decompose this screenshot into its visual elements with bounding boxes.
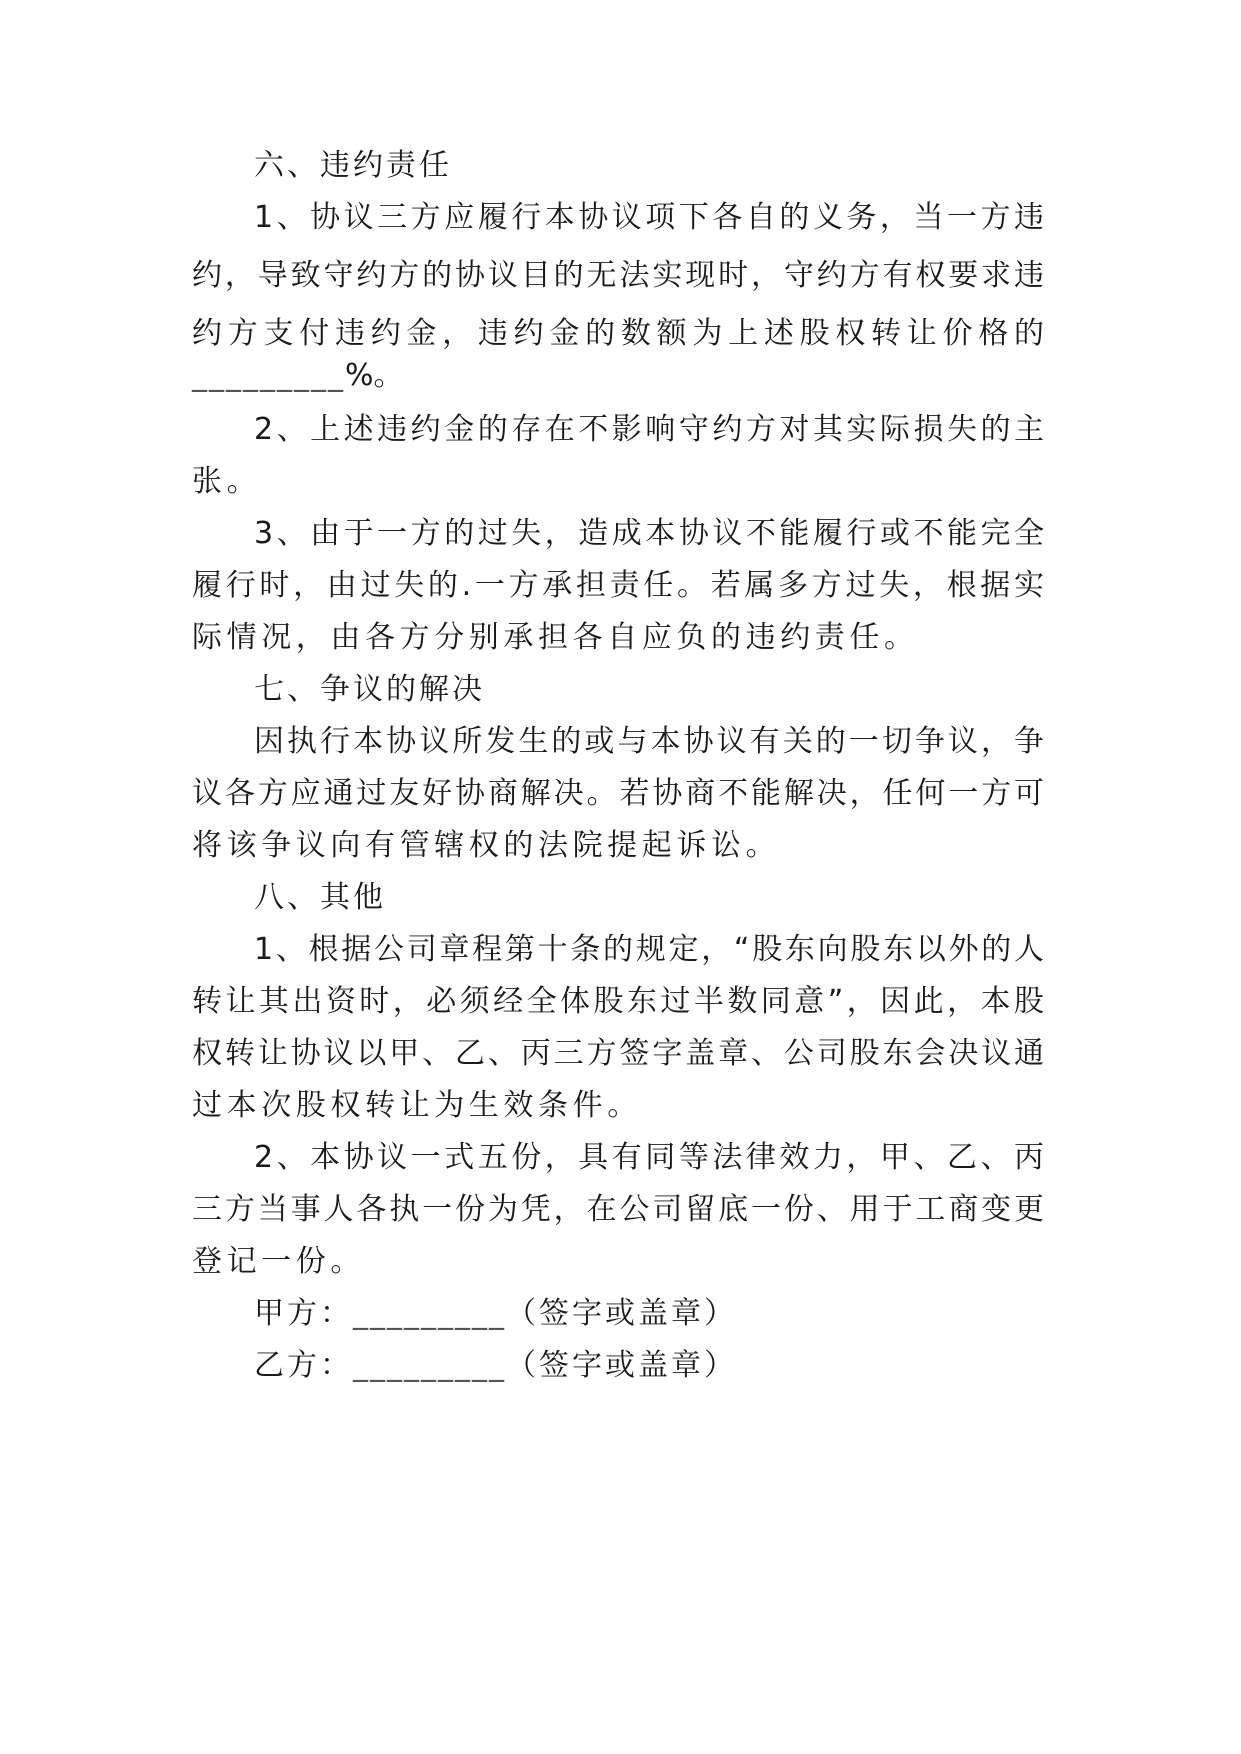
s6-p3-line-3: 际情况，由各方分别承担各自应负的违约责任。 [192,620,919,655]
party-b-signature-line [254,1346,1114,1386]
s6-p2-line-1: 2、上述违约金的存在不影响守约方对其实际损失的主 [254,412,1044,447]
s8-p1-line-2: 转让其出资时，必须经全体股东过半数同意”，因此，本股 [192,984,1044,1019]
section-7-heading: 七、争议的解决 [254,672,485,707]
party-a-sign-note: （签字或盖章） [506,1296,737,1331]
party-a-label: 甲方： [254,1296,353,1331]
s8-p1-line-4: 过本次股权转让为生效条件。 [192,1088,642,1123]
section-8-heading: 八、其他 [254,880,386,915]
s8-p2-line-3: 登记一份。 [192,1244,365,1279]
party-b-sign-note: （签字或盖章） [506,1348,737,1383]
percentage-suffix: %。 [345,358,404,393]
s7-p1-line-3: 将该争议向有管辖权的法院提起诉讼。 [192,828,781,863]
s6-p1-line-1: 1、协议三方应履行本协议项下各自的义务，当一方违 [254,200,1044,235]
s6-p1-line-3: 约方支付违约金，违约金的数额为上述股权转让价格的 [192,316,1044,351]
section-6-heading: 六、违约责任 [254,148,452,183]
s6-p1-line-4 [192,356,1052,396]
s6-p2-line-2: 张。 [192,464,262,499]
s6-p3-line-2: 履行时，由过失的.一方承担责任。若属多方过失，根据实 [192,568,1044,603]
party-b-label: 乙方： [254,1348,353,1383]
party-b-signature-field[interactable]: _________ [353,1348,506,1383]
party-a-signature-field[interactable]: _________ [353,1296,506,1331]
s8-p2-line-1: 2、本协议一式五份，具有同等法律效力，甲、乙、丙 [254,1140,1044,1175]
percentage-blank: _________ [192,358,345,393]
party-a-signature-line [254,1294,1114,1334]
s7-p1-line-1: 因执行本协议所发生的或与本协议有关的一切争议，争 [254,724,1044,759]
s8-p2-line-2: 三方当事人各执一份为凭，在公司留底一份、用于工商变更 [192,1192,1044,1227]
s8-p1-line-1: 1、根据公司章程第十条的规定，“股东向股东以外的人 [254,932,1044,967]
s7-p1-line-2: 议各方应通过友好协商解决。若协商不能解决，任何一方可 [192,776,1044,811]
s6-p1-line-2: 约，导致守约方的协议目的无法实现时，守约方有权要求违 [192,258,1044,293]
s8-p1-line-3: 权转让协议以甲、乙、丙三方签字盖章、公司股东会决议通 [192,1036,1044,1071]
s6-p3-line-1: 3、由于一方的过失，造成本协议不能履行或不能完全 [254,516,1044,551]
